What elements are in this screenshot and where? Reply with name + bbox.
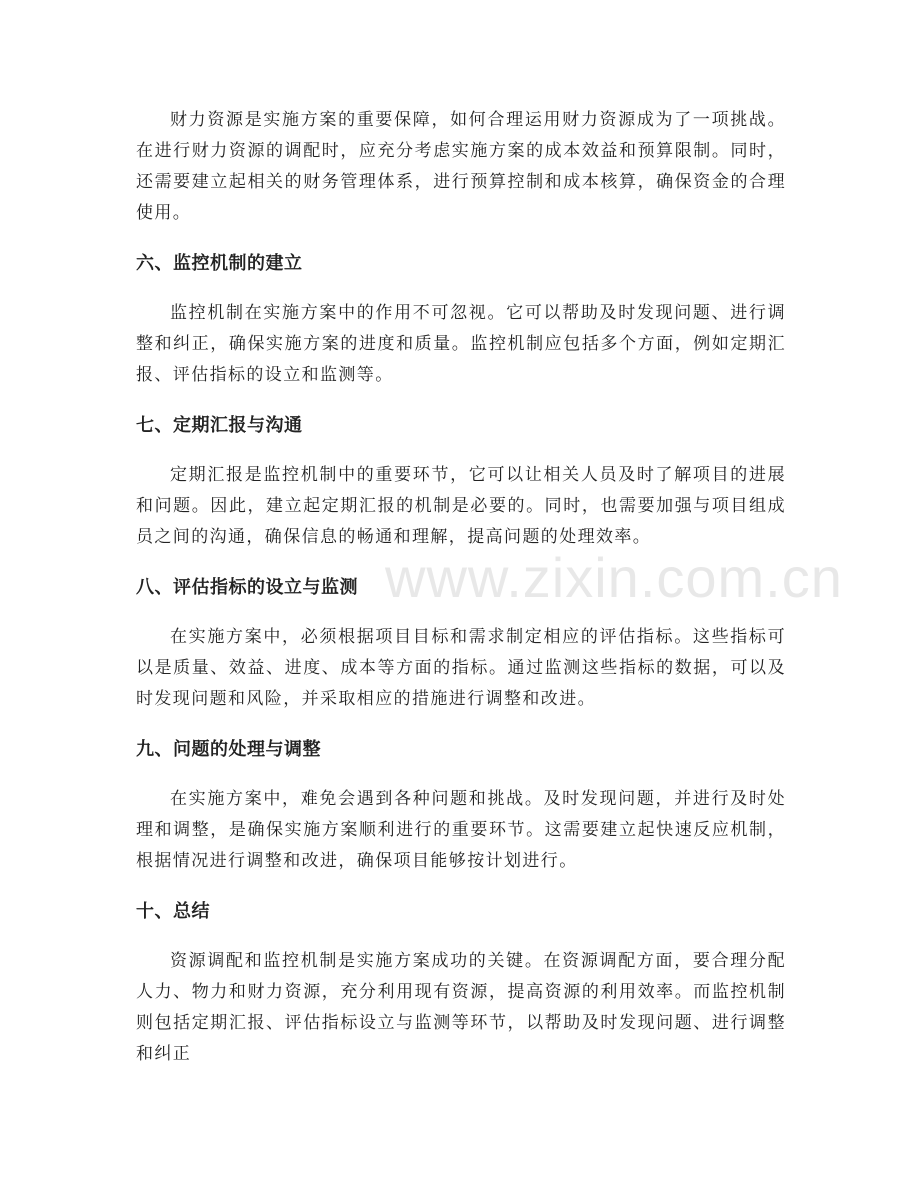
heading-summary: 十、总结 — [136, 901, 210, 922]
paragraph-evaluation-indicators: 在实施方案中，必须根据项目目标和需求制定相应的评估指标。这些指标可以是质量、效益、进度、成本等方面的指标。通过监测这些指标的数据，可以及时发现问题和风险，并采取相应的措施进行调整和改进。 — [136, 627, 786, 709]
paragraph-financial-resources: 财力资源是实施方案的重要保障，如何合理运用财力资源成为了一项挑战。在进行财力资源的调配时，应充分考虑实施方案的成本效益和预算限制。同时，还需要建立起相关的财务管理体系，进行预算控制和成本核算，确保资金的合理使用。 — [136, 110, 786, 223]
paragraph-problem-handling: 在实施方案中，难免会遇到各种问题和挑战。及时发现问题，并进行及时处理和调整，是确保实施方案顺利进行的重要环节。这需要建立起快速反应机制，根据情况进行调整和改进，确保项目能够按计划进行。 — [136, 789, 786, 871]
paragraph-regular-reporting: 定期汇报是监控机制中的重要环节，它可以让相关人员及时了解项目的进展和问题。因此，建立起定期汇报的机制是必要的。同时，也需要加强与项目组成员之间的沟通，确保信息的畅通和理解，提高问题的处理效率。 — [136, 465, 786, 547]
document-body — [136, 105, 786, 1070]
heading-monitoring-mechanism: 六、监控机制的建立 — [136, 253, 303, 274]
watermark: www.zixin.com.cn — [385, 546, 843, 609]
paragraph-summary: 资源调配和监控机制是实施方案成功的关键。在资源调配方面，要合理分配人力、物力和财力资源，充分利用现有资源，提高资源的利用效率。而监控机制则包括定期汇报、评估指标设立与监测等环节，以帮助及时发现问题、进行调整和纠正 — [136, 951, 786, 1064]
heading-problem-handling: 九、问题的处理与调整 — [136, 739, 321, 760]
heading-regular-reporting: 七、定期汇报与沟通 — [136, 415, 303, 436]
heading-evaluation-indicators: 八、评估指标的设立与监测 — [136, 577, 358, 598]
paragraph-monitoring-mechanism: 监控机制在实施方案中的作用不可忽视。它可以帮助及时发现问题、进行调整和纠正，确保实施方案的进度和质量。监控机制应包括多个方面，例如定期汇报、评估指标的设立和监测等。 — [136, 303, 786, 385]
